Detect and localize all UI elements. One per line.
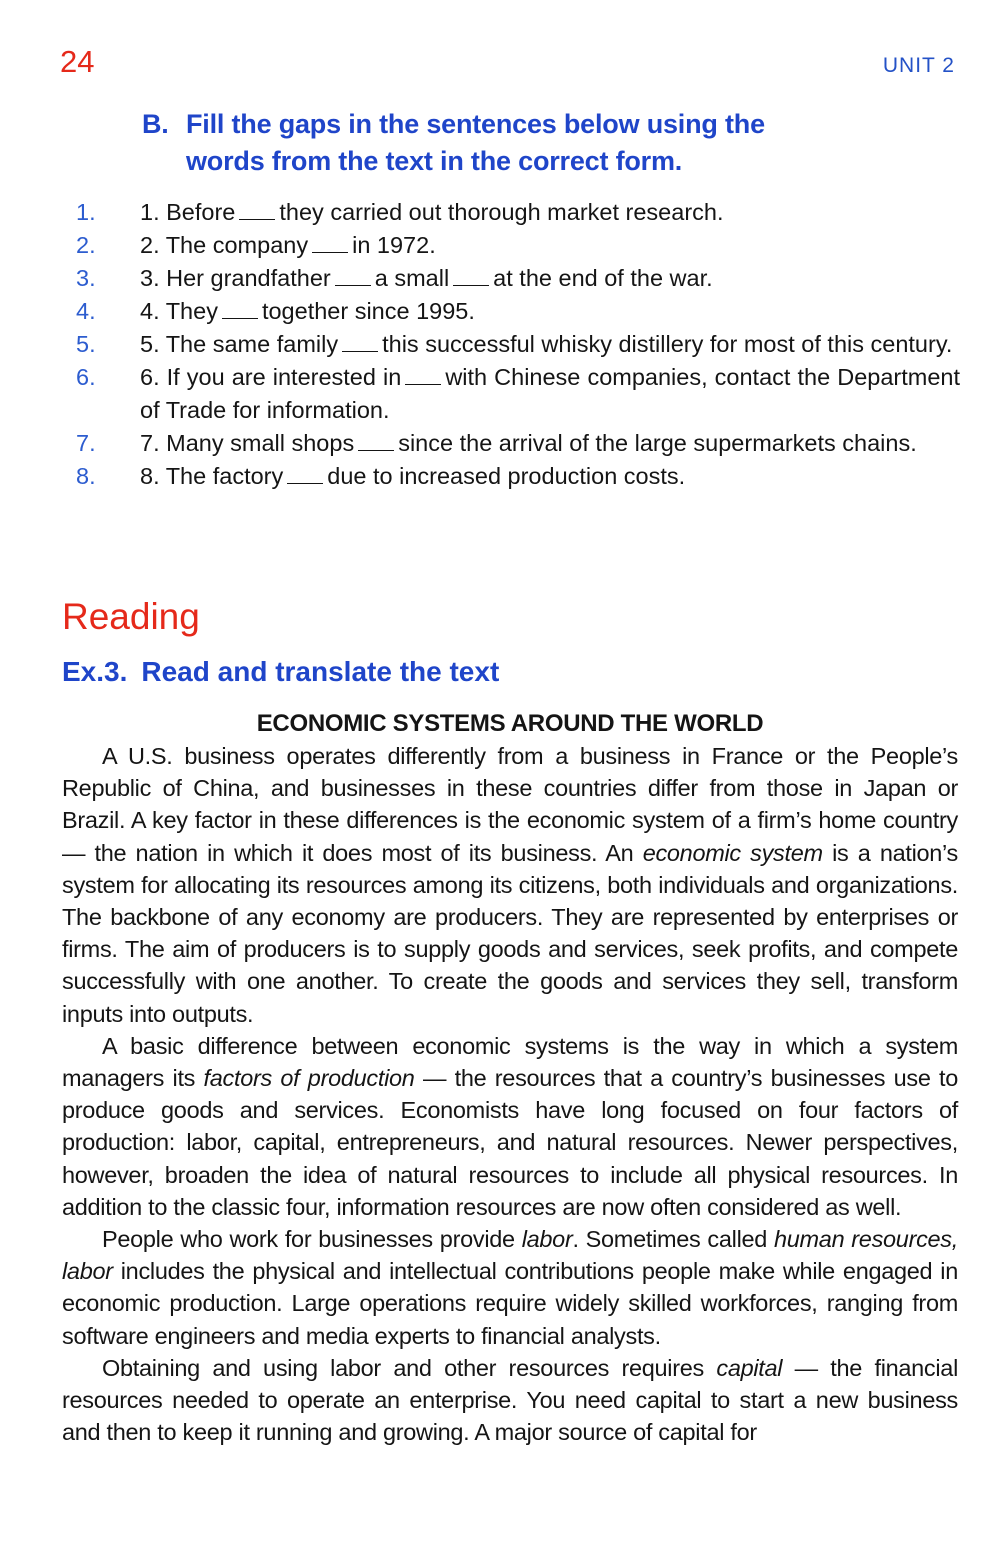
task-b-heading — [142, 106, 862, 180]
item-number: 3. — [76, 265, 96, 291]
section-title: Reading — [62, 596, 200, 637]
gap-blank[interactable] — [453, 265, 489, 286]
item-text: 2. The company in 1972. — [140, 232, 436, 258]
gap-blank[interactable] — [342, 331, 378, 352]
item-text: 6. If you are interested in with Chinese companies, contact the Department of Trade for information. — [140, 364, 961, 423]
exercise-instruction: Read and translate the text — [141, 656, 500, 687]
item-number: 7. — [76, 430, 96, 456]
list-item — [60, 361, 960, 427]
paragraph: People who work for businesses provide labor. Sometimes called human resources, labor includes the physical and intellectual contributions people make while engaged in economic production. Large operations require widely skilled workforces, ranging from software engineers and media experts to financial analysts. — [62, 1226, 958, 1349]
item-number: 6. — [76, 364, 96, 390]
list-item — [60, 427, 960, 460]
list-item — [60, 229, 960, 262]
list-item — [60, 262, 960, 295]
item-text: 4. They together since 1995. — [140, 298, 475, 324]
item-text: 5. The same family this successful whisky distillery for most of this century. — [140, 331, 953, 357]
gap-blank[interactable] — [239, 199, 275, 220]
exercise-number: Ex.3. — [62, 656, 128, 687]
item-text: 8. The factory due to increased production costs. — [140, 463, 686, 489]
gap-blank[interactable] — [287, 463, 323, 484]
gap-blank[interactable] — [312, 232, 348, 253]
gap-fill-list — [60, 196, 960, 493]
paragraph: A U.S. business operates differently from a business in France or the People’s Republic of China, and businesses in these countries differ from those in Japan or Brazil. A key factor in these differences is the economic system of a firm’s home country — the nation in which it does most of its business. An economic system is a nation’s system for allocating its resources among its citizens, both individuals and organizations. The backbone of any economy are producers. They are represented by enterprises or firms. The aim of producers is to supply goods and services, seek profits, and compete successfully with one another. To create the goods and services they sell, transform inputs into outputs. — [62, 743, 959, 1027]
gap-blank[interactable] — [335, 265, 371, 286]
list-item — [60, 196, 960, 229]
paragraph: Obtaining and using labor and other resources requires capital — the financial resources needed to operate an enterprise. You need capital to start a new business and then to keep it running and growing. A major source of capital for — [62, 1354, 958, 1446]
task-letter: B. — [142, 109, 169, 139]
unit-label: UNIT 2 — [882, 54, 955, 77]
task-line-2: words from the text in the correct form. — [186, 146, 683, 176]
paragraph: A basic difference between economic systems is the way in which a system managers its factors of production — the resources that a country’s businesses use to produce goods and services. Economists have long focused on four factors of production: labor, capital, entrepreneurs, and natural resources. Newer perspectives, however, broaden the idea of natural resources to include all physical resources. In addition to the classic four, information resources are now often considered as well. — [62, 1032, 959, 1220]
gap-blank[interactable] — [222, 298, 258, 319]
exercise-title — [62, 656, 499, 688]
item-text: 7. Many small shops since the arrival of the large supermarkets chains. — [140, 430, 917, 456]
task-line-1: Fill the gaps in the sentences below using the — [186, 109, 765, 139]
item-number: 4. — [76, 298, 96, 324]
item-text: 3. Her grandfather a small at the end of the war. — [140, 265, 713, 291]
item-text: 1. Before they carried out thorough market research. — [140, 199, 724, 225]
page-number: 24 — [60, 44, 95, 79]
item-number: 1. — [76, 199, 96, 225]
gap-blank[interactable] — [358, 430, 394, 451]
item-number: 8. — [76, 463, 96, 489]
gap-blank[interactable] — [405, 364, 441, 385]
item-number: 5. — [76, 331, 96, 357]
article-title: ECONOMIC SYSTEMS AROUND THE WORLD — [256, 710, 764, 737]
list-item — [60, 328, 960, 361]
list-item — [60, 295, 960, 328]
list-item — [60, 460, 960, 493]
item-number: 2. — [76, 232, 96, 258]
article-body — [62, 740, 958, 1448]
